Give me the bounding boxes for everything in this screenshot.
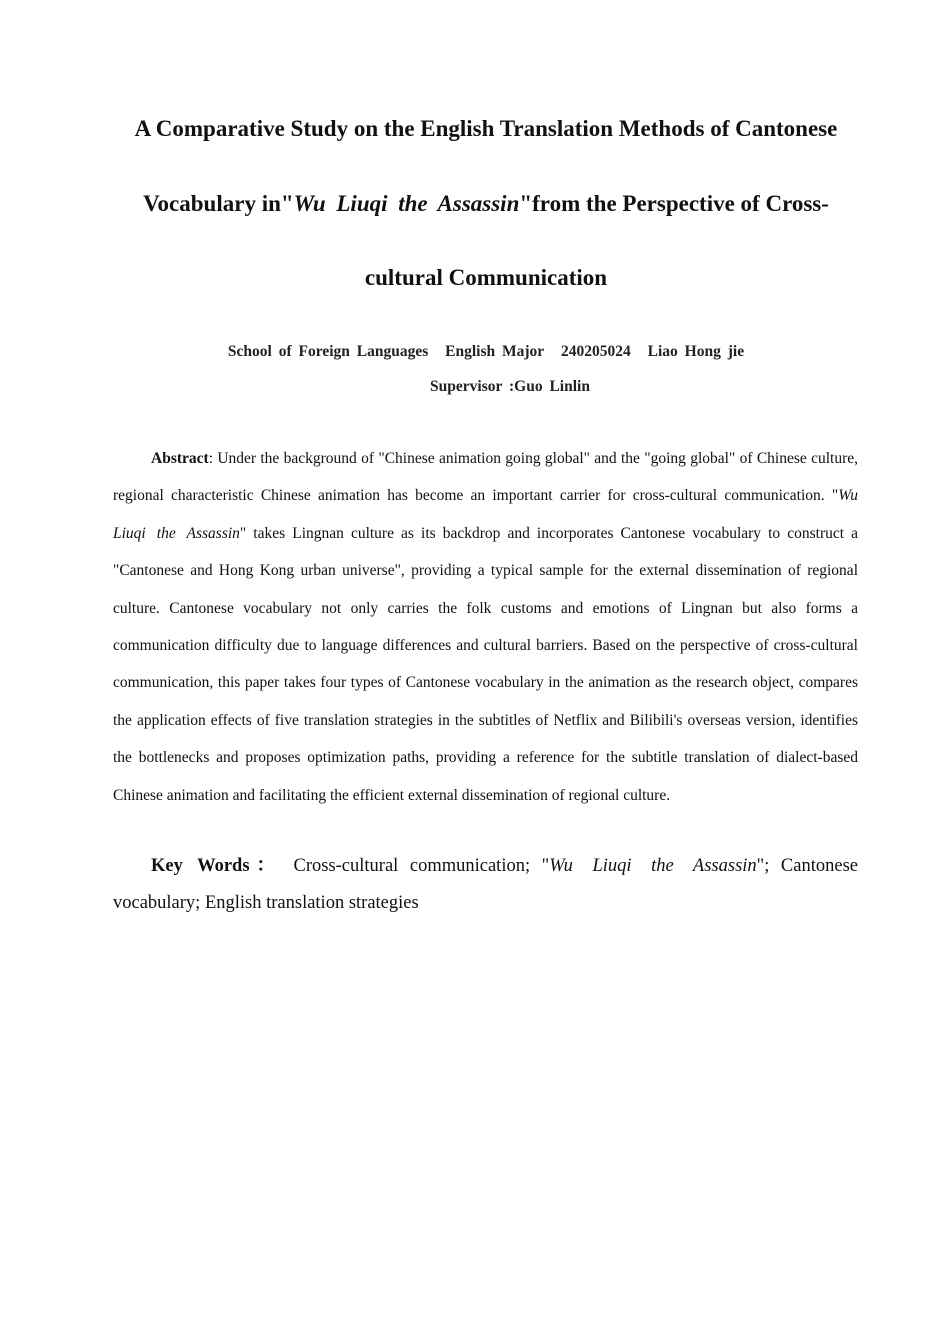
supervisor-label: Supervisor — [430, 378, 503, 395]
supervisor-info — [112, 376, 908, 398]
author-student-id: 240205024 — [561, 343, 631, 360]
title-line-3: cultural Communication — [364, 265, 608, 290]
abstract-colon: : — [208, 450, 213, 467]
author-major: English Major — [445, 343, 545, 360]
keywords-text-2: "; Cantonese vocabulary; English translation strategies — [113, 856, 858, 913]
abstract-text-1: Under the background of "Chinese animation going global" and the "going global" of Chinese culture, regional characteristic Chinese animation has become an important carrier for cross-cultural communication. " — [113, 450, 858, 505]
title-line-2-end: "from the Perspective of Cross- — [519, 190, 829, 216]
title-line-2 — [112, 167, 860, 242]
keywords-paragraph — [113, 848, 858, 922]
abstract-work-name: Wu Liuqi the Assassin — [113, 487, 858, 542]
keywords-text-1: Cross-cultural communication; " — [281, 856, 550, 876]
author-school: School of Foreign Languages — [227, 343, 429, 360]
paper-title — [112, 92, 860, 316]
title-line-2-start: Vocabulary in" — [143, 190, 294, 216]
supervisor-name: :Guo Linlin — [508, 378, 590, 395]
abstract-paragraph — [113, 440, 858, 814]
abstract-label: Abstract — [151, 450, 209, 467]
title-line-1: A Comparative Study on the English Translation Methods of Cantonese — [134, 116, 838, 141]
author-name: Liao Hong jie — [647, 343, 745, 360]
title-work-name: Wu Liuqi the Assassin — [293, 190, 520, 216]
abstract-text-2: " takes Lingnan culture as its backdrop and incorporates Cantonese vocabulary to construct a "Cantonese and Hong Kong urban universe", providing a typical sample for the external dissemination of regional culture. Cantonese vocabulary not only carries the folk customs and emotions of Lingnan but also forms a communication difficulty due to language differences and cultural barriers. Based on the perspective of cross-cultural communication, this paper takes four types of Cantonese vocabulary in the animation as the research object, compares the application effects of five translation strategies in the subtitles of Netflix and Bilibili's overseas version, identifies the bottlenecks and proposes optimization paths, providing a reference for the subtitle translation of dialect-based Chinese animation and facilitating the efficient external dissemination of regional culture. — [113, 524, 858, 804]
keywords-work-name: Wu Liuqi the Assassin — [549, 856, 757, 876]
keywords-label: Key Words： — [151, 856, 282, 876]
author-info — [112, 341, 860, 363]
